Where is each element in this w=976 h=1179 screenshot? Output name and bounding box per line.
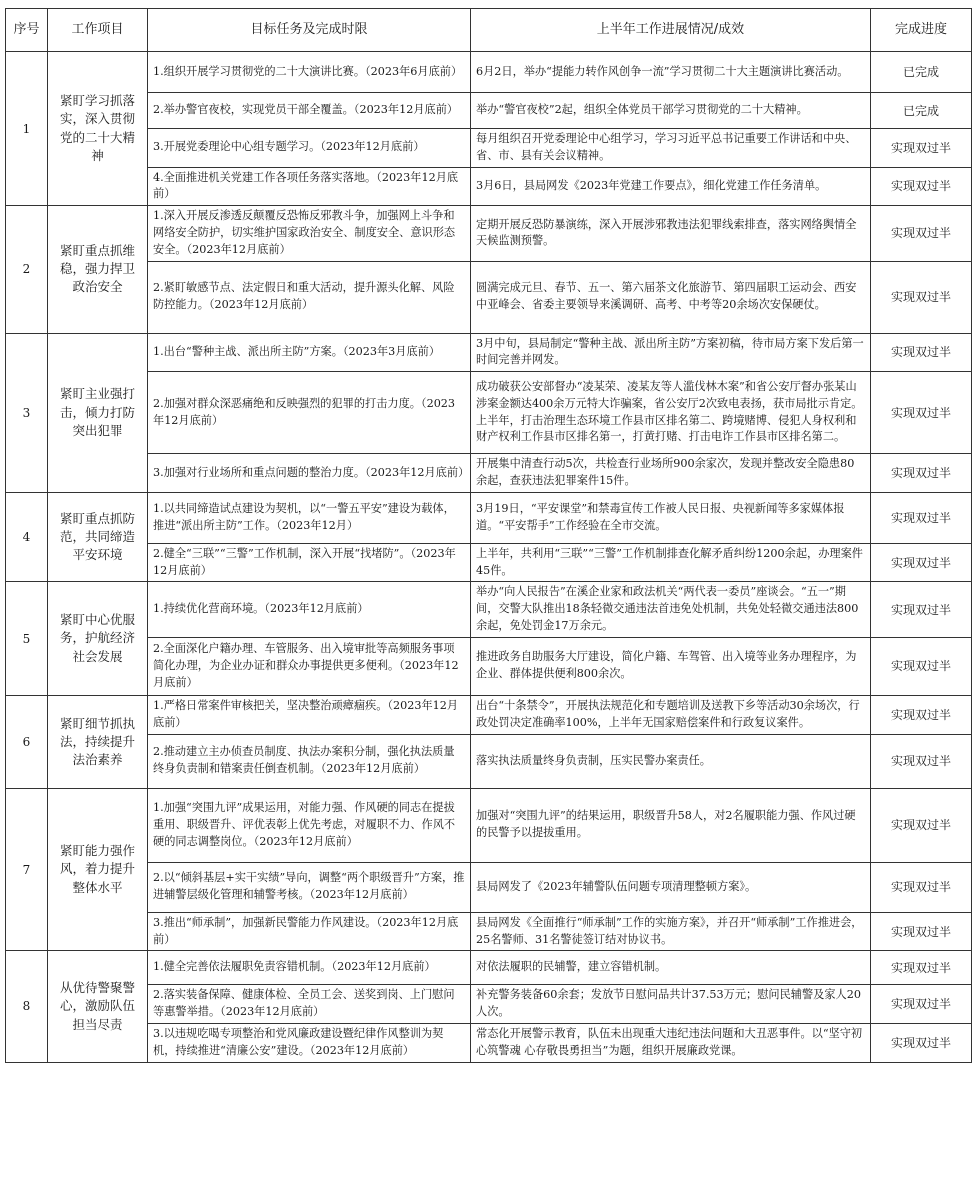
- completion-status: 实现双过半: [871, 454, 972, 493]
- table-row: [6, 93, 972, 129]
- target-task: 1.深入开展反渗透反颠覆反恐怖反邪教斗争，加强网上斗争和网络安全防护，切实维护国家政治安全、制度安全、意识形态安全。（2023年12月底前）: [148, 206, 471, 261]
- completion-status: 实现双过半: [871, 788, 972, 862]
- progress-description: 举办“警官夜校”2起，组织全体党员干部学习贯彻党的二十大精神。: [471, 93, 871, 129]
- target-task: 2.举办警官夜校，实现党员干部全覆盖。（2023年12月底前）: [148, 93, 471, 129]
- group-number: 3: [6, 333, 48, 492]
- completion-status: 实现双过半: [871, 734, 972, 788]
- target-task: 1.加强“突围九评”成果运用，对能力强、作风硬的同志在提拔重用、职级晋升、评优表彰上优先考虑，对履职不力、作风不硬的同志调整岗位。（2023年12月底前）: [148, 788, 471, 862]
- target-task: 2.紧盯敏感节点、法定假日和重大活动，提升源头化解、风险防控能力。（2023年12月底前）: [148, 261, 471, 333]
- table-row: [6, 951, 972, 985]
- completion-status: 实现双过半: [871, 862, 972, 912]
- progress-description: 上半年，共利用“三联”“三警”工作机制排查化解矛盾纠纷1200余起，办理案件45件。: [471, 543, 871, 582]
- header-project: 工作项目: [48, 9, 148, 52]
- target-task: 2.健全“三联”“三警”工作机制，深入开展“找堵防”。（2023年12月底前）: [148, 543, 471, 582]
- progress-table: [5, 8, 972, 1063]
- group-number: 4: [6, 492, 48, 582]
- target-task: 1.健全完善依法履职免责容错机制。（2023年12月底前）: [148, 951, 471, 985]
- completion-status: 实现双过半: [871, 261, 972, 333]
- completion-status: 已完成: [871, 52, 972, 93]
- target-task: 2.全面深化户籍办理、车管服务、出入境审批等高频服务事项简化办理，为企业办证和群众办事提供更多便利。（2023年12月底前）: [148, 637, 471, 695]
- progress-description: 县局网发《全面推行“师承制”工作的实施方案》，并召开“师承制”工作推进会，25名警师、31名警徒签订结对协议书。: [471, 912, 871, 951]
- group-number: 8: [6, 951, 48, 1062]
- completion-status: 实现双过半: [871, 129, 972, 168]
- group-number: 7: [6, 788, 48, 951]
- header-progress: 上半年工作进展情况/成效: [471, 9, 871, 52]
- header-status: 完成进度: [871, 9, 972, 52]
- target-task: 1.出台“警种主战、派出所主防”方案。（2023年3月底前）: [148, 333, 471, 372]
- completion-status: 实现双过半: [871, 912, 972, 951]
- progress-description: 出台“十条禁令”，开展执法规范化和专题培训及送教下乡等活动30余场次，行政处罚决定准确率100%，上半年无国家赔偿案件和行政复议案件。: [471, 695, 871, 734]
- group-number: 2: [6, 206, 48, 333]
- progress-description: 加强对“突围九评”的结果运用，职级晋升58人，对2名履职能力强、作风过硬的民警予以提拔重用。: [471, 788, 871, 862]
- target-task: 2.推动建立主办侦查员制度、执法办案积分制，强化执法质量终身负责制和错案责任倒查机制。（2023年12月底前）: [148, 734, 471, 788]
- progress-description: 圆满完成元旦、春节、五一、第六届茶文化旅游节、第四届职工运动会、西安中亚峰会、省委主要领导来溪调研、高考、中考等20余场次安保硬仗。: [471, 261, 871, 333]
- table-row: [6, 492, 972, 543]
- completion-status: 实现双过半: [871, 206, 972, 261]
- completion-status: 实现双过半: [871, 582, 972, 637]
- target-task: 3.开展党委理论中心组专题学习。（2023年12月底前）: [148, 129, 471, 168]
- progress-description: 定期开展反恐防暴演练，深入开展涉邪教违法犯罪线索排查，落实网络舆情全天候监测预警。: [471, 206, 871, 261]
- progress-description: 对依法履职的民辅警，建立容错机制。: [471, 951, 871, 985]
- header-no: 序号: [6, 9, 48, 52]
- table-row: [6, 372, 972, 454]
- table-row: [6, 734, 972, 788]
- table-row: [6, 129, 972, 168]
- table-row: [6, 1023, 972, 1062]
- table-row: [6, 543, 972, 582]
- table-row: [6, 206, 972, 261]
- completion-status: 实现双过半: [871, 492, 972, 543]
- work-project: 紧盯细节抓执法，持续提升法治素养: [48, 695, 148, 788]
- target-task: 2.以“倾斜基层+实干实绩”导向，调整“两个职级晋升”方案，推进辅警层级化管理和辅警考核。（2023年12月底前）: [148, 862, 471, 912]
- progress-description: 3月19日，“平安课堂”和禁毒宣传工作被人民日报、央视新闻等多家媒体报道。“平安帮手”工作经验在全市交流。: [471, 492, 871, 543]
- table-row: [6, 695, 972, 734]
- completion-status: 实现双过半: [871, 1023, 972, 1062]
- work-project: 从优待警聚警心，激励队伍担当尽责: [48, 951, 148, 1062]
- group-number: 5: [6, 582, 48, 695]
- progress-description: 补充警务装备60余套；发放节日慰问品共计37.53万元；慰问民辅警及家人20人次。: [471, 985, 871, 1024]
- table-row: [6, 912, 972, 951]
- target-task: 3.加强对行业场所和重点问题的整治力度。（2023年12月底前）: [148, 454, 471, 493]
- progress-description: 3月中旬，县局制定“警种主战、派出所主防”方案初稿，待市局方案下发后第一时间完善并网发。: [471, 333, 871, 372]
- progress-description: 成功破获公安部督办“凌某荣、凌某友等人滥伐林木案”和省公安厅督办张某山涉案金额达400余万元特大诈骗案，省公安厅2次致电表扬，获市局批示肯定。上半年，打击治理生态环境工作县市区排名第二、跨境赌博、侵犯人身权利和财产权利工作县市区排名第一，打黄打赌、打击电诈工作县市区排名第二。: [471, 372, 871, 454]
- header-row: [6, 9, 972, 52]
- progress-description: 落实执法质量终身负责制，压实民警办案责任。: [471, 734, 871, 788]
- completion-status: 实现双过半: [871, 951, 972, 985]
- progress-description: 举办“向人民报告”在溪企业家和政法机关“两代表一委员”座谈会。“五一”期间，交警大队推出18条轻微交通违法首违免处机制，共免处轻微交通违法800余起，免处罚金17万余元。: [471, 582, 871, 637]
- work-project: 紧盯主业强打击，倾力打防突出犯罪: [48, 333, 148, 492]
- target-task: 1.严格日常案件审核把关，坚决整治顽瘴痼疾。（2023年12月底前）: [148, 695, 471, 734]
- completion-status: 实现双过半: [871, 695, 972, 734]
- table-row: [6, 582, 972, 637]
- completion-status: 实现双过半: [871, 985, 972, 1024]
- progress-description: 3月6日，县局网发《2023年党建工作要点》，细化党建工作任务清单。: [471, 167, 871, 206]
- target-task: 1.以共同缔造试点建设为契机，以“一警五平安”建设为载体，推进“派出所主防”工作。（2023年12月）: [148, 492, 471, 543]
- table-row: [6, 261, 972, 333]
- table-row: [6, 333, 972, 372]
- table-row: [6, 985, 972, 1024]
- table-row: [6, 167, 972, 206]
- completion-status: 已完成: [871, 93, 972, 129]
- progress-description: 推进政务自助服务大厅建设，简化户籍、车驾管、出入境等业务办理程序，为企业、群体提供便利800余次。: [471, 637, 871, 695]
- table-row: [6, 862, 972, 912]
- completion-status: 实现双过半: [871, 637, 972, 695]
- table-row: [6, 788, 972, 862]
- work-project: 紧盯能力强作风，着力提升整体水平: [48, 788, 148, 951]
- target-task: 2.加强对群众深恶痛绝和反映强烈的犯罪的打击力度。（2023年12月底前）: [148, 372, 471, 454]
- target-task: 1.持续优化营商环境。（2023年12月底前）: [148, 582, 471, 637]
- target-task: 2.落实装备保障、健康体检、全员工会、送奖到岗、上门慰问等惠警举措。（2023年12月底前）: [148, 985, 471, 1024]
- completion-status: 实现双过半: [871, 167, 972, 206]
- completion-status: 实现双过半: [871, 333, 972, 372]
- work-project: 紧盯学习抓落实，深入贯彻党的二十大精神: [48, 52, 148, 206]
- progress-description: 每月组织召开党委理论中心组学习，学习习近平总书记重要工作讲话和中央、省、市、县有关会议精神。: [471, 129, 871, 168]
- work-project: 紧盯重点抓防范，共同缔造平安环境: [48, 492, 148, 582]
- group-number: 1: [6, 52, 48, 206]
- progress-description: 常态化开展警示教育，队伍未出现重大违纪违法问题和大丑恶事件。以“坚守初心筑警魂 心存敬畏勇担当”为题，组织开展廉政党课。: [471, 1023, 871, 1062]
- header-task: 目标任务及完成时限: [148, 9, 471, 52]
- table-row: [6, 637, 972, 695]
- target-task: 3.以违规吃喝专项整治和党风廉政建设暨纪律作风整训为契机，持续推进“清廉公安”建设。（2023年12月底前）: [148, 1023, 471, 1062]
- work-project: 紧盯重点抓维稳，强力捍卫政治安全: [48, 206, 148, 333]
- completion-status: 实现双过半: [871, 543, 972, 582]
- table-row: [6, 52, 972, 93]
- target-task: 4.全面推进机关党建工作各项任务落实落地。（2023年12月底前）: [148, 167, 471, 206]
- progress-description: 县局网发了《2023年辅警队伍问题专项清理整顿方案》。: [471, 862, 871, 912]
- group-number: 6: [6, 695, 48, 788]
- target-task: 3.推出“师承制”，加强新民警能力作风建设。（2023年12月底前）: [148, 912, 471, 951]
- completion-status: 实现双过半: [871, 372, 972, 454]
- progress-description: 开展集中清查行动5次，共检查行业场所900余家次，发现并整改安全隐患80余起，查获违法犯罪案件15件。: [471, 454, 871, 493]
- target-task: 1.组织开展学习贯彻党的二十大演讲比赛。（2023年6月底前）: [148, 52, 471, 93]
- table-row: [6, 454, 972, 493]
- progress-description: 6月2日，举办“提能力转作风创争一流”学习贯彻二十大主题演讲比赛活动。: [471, 52, 871, 93]
- work-project: 紧盯中心优服务，护航经济社会发展: [48, 582, 148, 695]
